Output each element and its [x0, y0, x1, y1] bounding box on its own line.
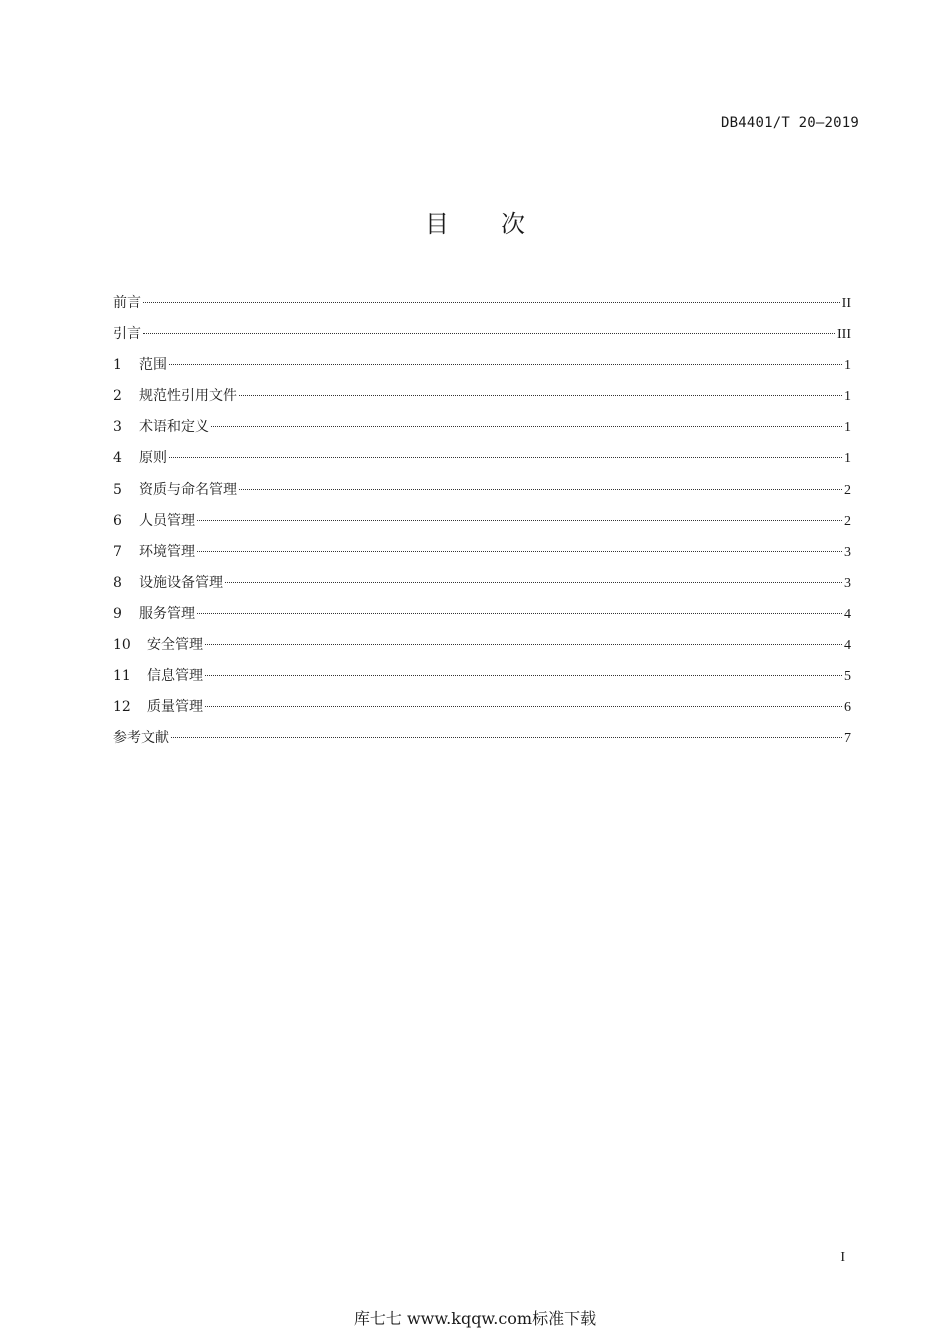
toc-entry-label: 参考文献: [113, 730, 169, 747]
toc-dot-leader: [143, 333, 835, 334]
toc-dot-leader: [239, 489, 842, 490]
page-number: I: [840, 1250, 845, 1265]
toc-entry-number: 8: [113, 574, 122, 591]
toc-entry-label: 环境管理: [139, 543, 195, 560]
toc-entry-label: 资质与命名管理: [139, 481, 237, 498]
toc-entry-label: 人员管理: [139, 512, 195, 529]
footer-source-text: 库七七 www.kqqw.com标准下载: [353, 1309, 597, 1328]
toc-entry-number: 5: [113, 481, 122, 498]
toc-entry-number: 6: [113, 512, 122, 529]
toc-entry-page: II: [841, 296, 851, 311]
toc-entry-page: 3: [844, 575, 851, 591]
toc-entry-label: 术语和定义: [139, 419, 209, 436]
toc-entry-number: 12: [113, 699, 131, 716]
toc-entry-number: 4: [113, 450, 122, 467]
toc-entry-page: 1: [844, 451, 851, 467]
toc-entry[interactable]: [113, 381, 851, 412]
toc-entry-page: 1: [844, 420, 851, 436]
toc-entry[interactable]: [113, 443, 851, 474]
toc-dot-leader: [143, 302, 840, 303]
toc-title: 目次: [425, 210, 577, 238]
toc-entry[interactable]: [113, 692, 851, 723]
toc-entry[interactable]: [113, 506, 851, 537]
toc-entry-page: 3: [844, 544, 851, 560]
toc-entry-page: 1: [844, 389, 851, 405]
toc-entry-page: 2: [844, 513, 851, 529]
toc-entry-page: 6: [844, 700, 851, 716]
toc-entry[interactable]: [113, 412, 851, 443]
toc-entry-page: 5: [844, 669, 851, 685]
toc-entry-page: 4: [844, 638, 851, 654]
toc-entry-number: 7: [113, 543, 122, 560]
toc-entry-label: 信息管理: [147, 668, 203, 685]
toc-entry-label: 设施设备管理: [139, 574, 223, 591]
toc-entry[interactable]: [113, 350, 851, 381]
toc-dot-leader: [239, 395, 842, 396]
toc-entry-page: 1: [844, 358, 851, 374]
toc-entry-number: 3: [113, 419, 122, 436]
toc-entry-page: 4: [844, 606, 851, 622]
document-code: DB4401/T 20—2019: [720, 115, 859, 131]
toc-entry-label: 服务管理: [139, 605, 195, 622]
toc-entry-label: 规范性引用文件: [139, 388, 237, 405]
toc-dot-leader: [197, 520, 842, 521]
toc-entry-number: 11: [113, 668, 131, 685]
toc-entry-number: 2: [113, 388, 122, 405]
toc-entry-label: 引言: [113, 326, 141, 343]
toc-entry-label: 安全管理: [147, 637, 203, 654]
toc-dot-leader: [205, 706, 842, 707]
toc-entry[interactable]: [113, 288, 851, 319]
toc-entry-label: 前言: [113, 295, 141, 311]
table-of-contents: [113, 288, 851, 754]
toc-entry-page: III: [837, 327, 851, 343]
toc-dot-leader: [205, 644, 842, 645]
toc-entry-page: 7: [844, 731, 851, 747]
toc-entry-number: 1: [113, 357, 122, 374]
toc-entry[interactable]: [113, 723, 851, 754]
toc-entry[interactable]: [113, 568, 851, 599]
toc-dot-leader: [211, 426, 842, 427]
toc-entry-number: 10: [113, 637, 131, 654]
toc-dot-leader: [171, 737, 842, 738]
toc-entry-label: 质量管理: [147, 699, 203, 716]
toc-dot-leader: [225, 582, 842, 583]
toc-entry[interactable]: [113, 599, 851, 630]
toc-dot-leader: [169, 364, 842, 365]
toc-entry[interactable]: [113, 475, 851, 506]
toc-entry-page: 2: [844, 482, 851, 498]
toc-dot-leader: [197, 551, 842, 552]
toc-entry-number: 9: [113, 605, 122, 622]
toc-dot-leader: [169, 457, 842, 458]
toc-dot-leader: [197, 613, 842, 614]
toc-entry[interactable]: [113, 630, 851, 661]
toc-entry[interactable]: [113, 319, 851, 350]
toc-dot-leader: [205, 675, 842, 676]
toc-entry-label: 原则: [139, 450, 167, 467]
toc-entry[interactable]: [113, 661, 851, 692]
toc-entry-label: 范围: [139, 357, 167, 374]
toc-entry[interactable]: [113, 537, 851, 568]
